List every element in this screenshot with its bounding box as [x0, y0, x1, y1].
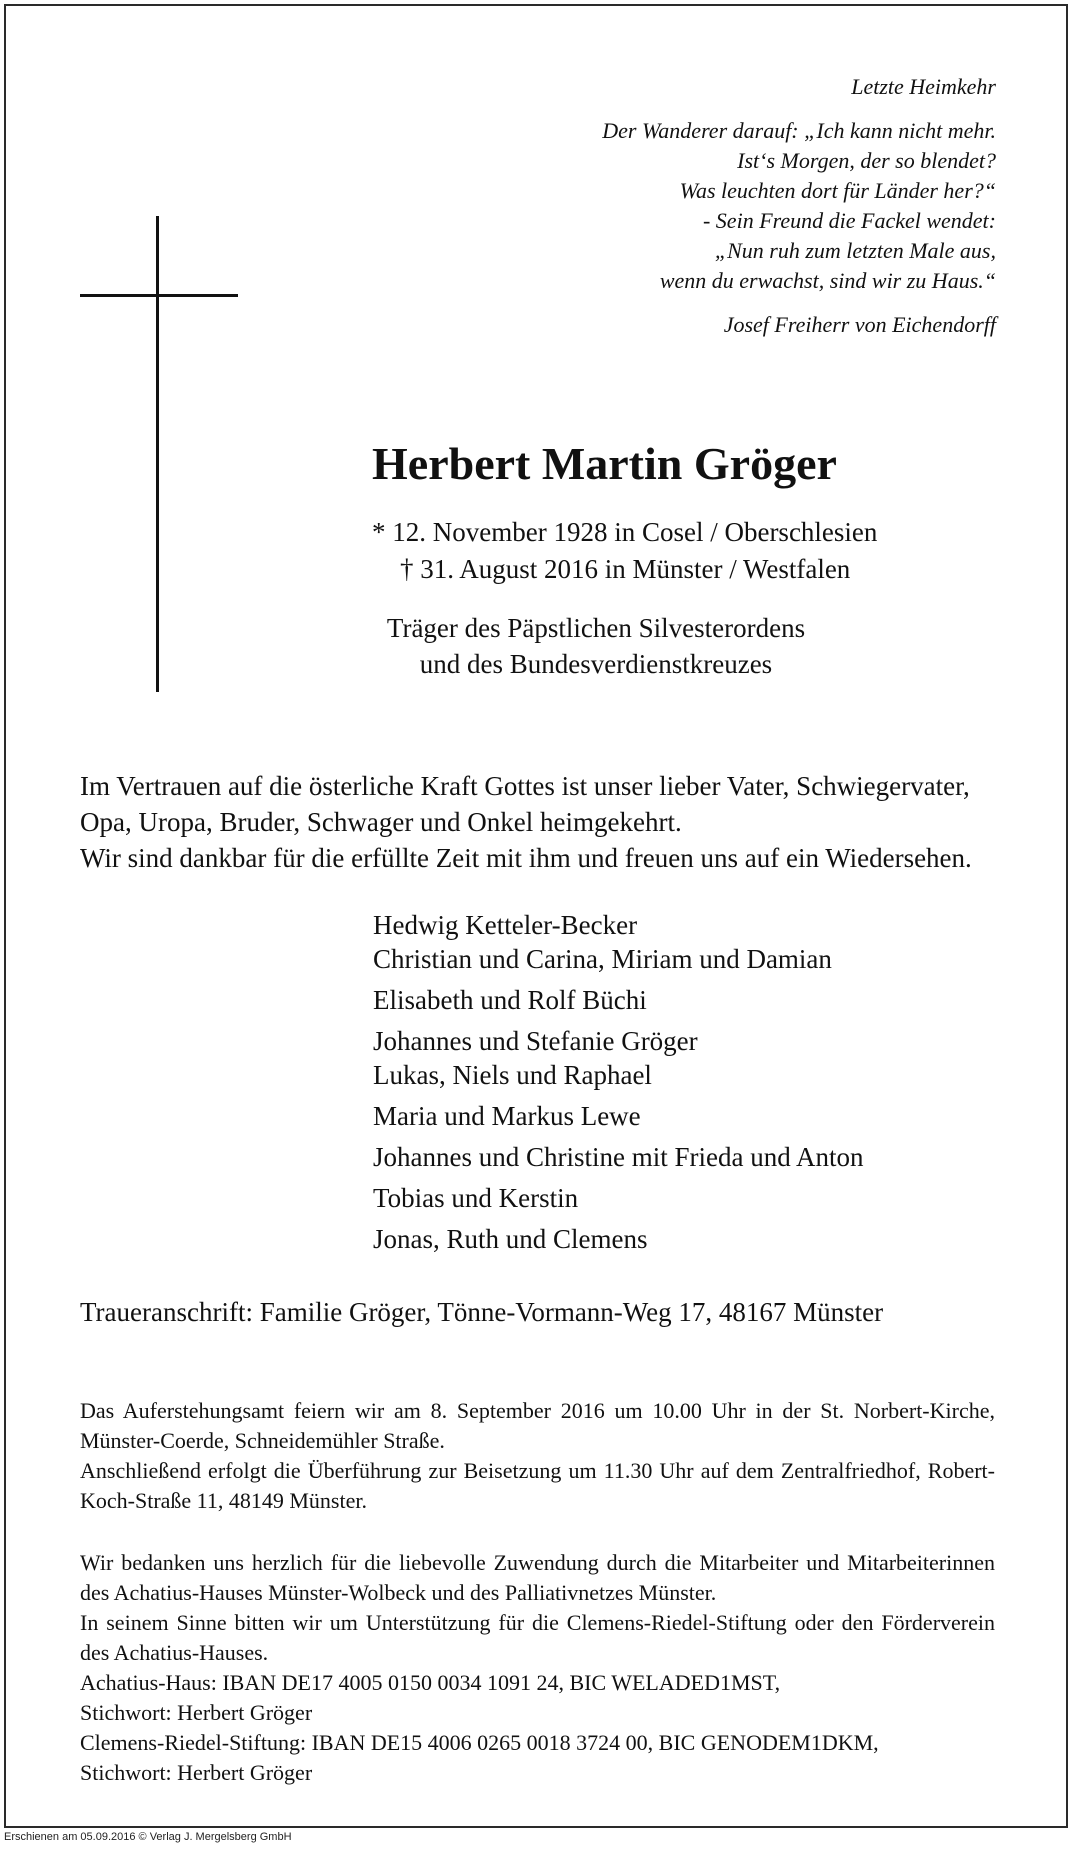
announcement-line: Opa, Uropa, Bruder, Schwager und Onkel heimgekehrt.	[80, 807, 682, 837]
poem-line: - Sein Freund die Fackel wendet:	[702, 208, 996, 233]
birth-date: * 12. November 1928 in Cosel / Oberschlesien	[372, 517, 878, 547]
announcement	[80, 768, 1010, 876]
poem-line: Was leuchten dort für Länder her?“	[679, 178, 996, 203]
honor-line: Träger des Päpstlichen Silvesterordens	[386, 613, 806, 643]
family-group	[373, 1024, 863, 1092]
service-mass: Das Auferstehungsamt feiern wir am 8. September 2016 um 10.00 Uhr in der St. Norbert-Kirche, Münster-Coerde, Schneidemühler Straße.	[80, 1398, 995, 1453]
family-member: Hedwig Ketteler-Becker	[373, 910, 638, 940]
death-date: † 31. August 2016 in Münster / Westfalen	[400, 554, 851, 584]
family-member: Johannes und Stefanie Gröger	[373, 1026, 698, 1056]
deceased-name: Herbert Martin Gröger	[372, 438, 837, 489]
family-member: Christian und Carina, Miriam und Damian	[373, 944, 832, 974]
poem-title: Letzte Heimkehr	[851, 74, 996, 99]
honors	[372, 610, 820, 682]
honor-line: und des Bundesverdienstkreuzes	[419, 649, 773, 679]
bank-details-2: Clemens-Riedel-Stiftung: IBAN DE15 4006 0265 0018 3724 00, BIC GENODEM1DKM,	[80, 1730, 879, 1755]
family-group	[373, 983, 863, 1017]
poem-line: Ist‘s Morgen, der so blendet?	[737, 148, 996, 173]
mourning-address: Traueranschrift: Familie Gröger, Tönne-Vormann-Weg 17, 48167 Münster	[80, 1297, 884, 1327]
family-member: Elisabeth und Rolf Büchi	[373, 985, 647, 1015]
poem-line: Der Wanderer darauf: „Ich kann nicht mehr.	[602, 118, 996, 143]
keyword-1: Stichwort: Herbert Gröger	[80, 1700, 313, 1725]
announcement-line: Im Vertrauen auf die österliche Kraft Gottes ist unser lieber Vater, Schwiegervater,	[80, 771, 970, 801]
publication-footer: Erschienen am 05.09.2016 © Verlag J. Mergelsberg GmbH	[4, 1831, 292, 1843]
thanks-section	[80, 1548, 995, 1788]
keyword-2: Stichwort: Herbert Gröger	[80, 1760, 313, 1785]
family-member: Johannes und Christine mit Frieda und Anton	[373, 1142, 864, 1172]
service-info	[80, 1396, 995, 1516]
family-list	[373, 908, 863, 1263]
service-burial: Anschließend erfolgt die Überführung zur Beisetzung um 11.30 Uhr auf dem Zentralfriedhof, Robert-Koch-Straße 11, 48149 Münster.	[80, 1458, 995, 1513]
family-member: Lukas, Niels und Raphael	[373, 1060, 652, 1090]
poem-line: „Nun ruh zum letzten Male aus,	[714, 238, 996, 263]
deceased-block	[372, 436, 892, 682]
family-member: Maria und Markus Lewe	[373, 1101, 641, 1131]
bank-details-1: Achatius-Haus: IBAN DE17 4005 0150 0034 1091 24, BIC WELADED1MST,	[80, 1670, 781, 1695]
family-member: Jonas, Ruth und Clemens	[373, 1224, 648, 1254]
thanks-text: Wir bedanken uns herzlich für die liebevolle Zuwendung durch die Mitarbeiter und Mitarbeiterinnen des Achatius-Hauses Münster-Wolbeck und des Palliativnetzes Münster.	[80, 1550, 995, 1605]
poem	[602, 72, 996, 340]
poem-line: wenn du erwachst, sind wir zu Haus.“	[659, 268, 996, 293]
family-group	[373, 1181, 863, 1215]
family-group	[373, 1099, 863, 1133]
family-group	[373, 1140, 863, 1174]
family-group	[373, 908, 863, 976]
cross-icon-horizontal	[80, 294, 238, 297]
cross-icon-vertical	[156, 216, 159, 692]
family-group	[373, 1222, 863, 1256]
donation-intro: In seinem Sinne bitten wir um Unterstützung für die Clemens-Riedel-Stiftung oder den Förderverein des Achatius-Hauses.	[80, 1610, 995, 1665]
poem-author: Josef Freiherr von Eichendorff	[723, 312, 996, 337]
announcement-line: Wir sind dankbar für die erfüllte Zeit mit ihm und freuen uns auf ein Wiedersehen.	[80, 843, 972, 873]
life-dates	[372, 514, 892, 588]
family-member: Tobias und Kerstin	[373, 1183, 579, 1213]
